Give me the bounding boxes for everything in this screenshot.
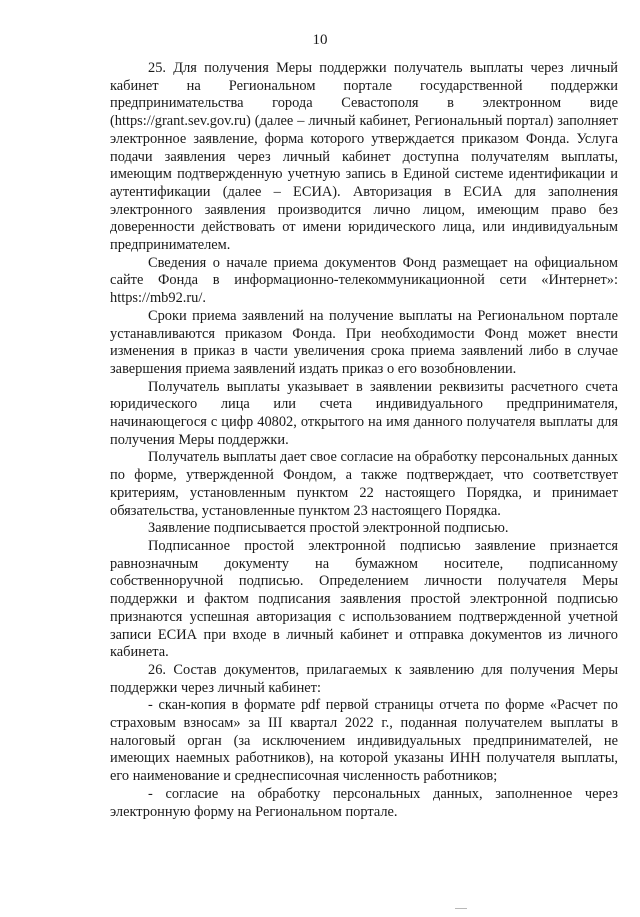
paragraph-25-intro: 25. Для получения Меры поддержки получатель выплаты через личный кабинет на Региональном портале государственной поддержки предпринимательства города Севастополя в электронном виде (https://grant.sev.gov.ru) (далее – личный кабинет, Региональный портал) заполняет электронное заявление, форма которого утверждается приказом Фонда. Услуга подачи заявления через личный кабинет доступна получателям выплаты, имеющим подтвержденную учетную запись в Единой системе идентификации и аутентификации (далее – ЕСИА). Авторизация в ЕСИА для заполнения электронного заявления производится лично лицом, имеющим право без доверенности действовать от имени юридического лица, или индивидуальным предпринимателем. [110, 60, 618, 254]
page-number: 10 [312, 32, 328, 48]
paragraph-reception-info: Сведения о начале приема документов Фонд размещает на официальном сайте Фонда в информационно-телекоммуникационной сети «Интернет»: https://mb92.ru/. [110, 254, 618, 307]
paragraph-consent: Получатель выплаты дает свое согласие на обработку персональных данных по форме, утвержденной Фондом, а также подтверждает, что соответствует критериям, установленным пунктом 22 настоящего Порядка, и принимает обязательства, установленные пунктом 23 настоящего Порядка. [110, 449, 618, 519]
paragraph-signature-equivalence: Подписанное простой электронной подписью заявление признается равнозначным документу на бумажном носителе, подписанному собственноручной подписью. Определением личности получателя Меры поддержки и фактом подписания заявления простой электронной подписью признаются успешная авторизация с использованием подтвержденной учетной записи ЕСИА при входе в личный кабинет и отправка документов из личного кабинета. [110, 537, 618, 661]
paragraph-bank-details: Получатель выплаты указывает в заявлении реквизиты расчетного счета юридического лица или счета индивидуального предпринимателя, начинающегося с цифр 40802, открытого на имя данного получателя выплаты для получения Меры поддержки. [110, 378, 618, 448]
list-item-data-consent: - согласие на обработку персональных данных, заполненное через электронную форму на Региональном портале. [110, 785, 618, 820]
list-item-insurance-report: - скан-копия в формате pdf первой страницы отчета по форме «Расчет по страховым взносам» за III квартал 2022 г., поданная получателем выплаты в налоговый орган (за исключением индивидуальных предпринимателей, не имеющих наемных работников), на которой указаны ИНН получателя выплаты, его наименование и среднесписочная численность работников; [110, 697, 618, 785]
paragraph-signature: Заявление подписывается простой электронной подписью. [148, 520, 509, 537]
paragraph-reception-terms: Сроки приема заявлений на получение выплаты на Региональном портале устанавливаются приказом Фонда. При необходимости Фонд может внести изменения в приказ в части увеличения срока приема заявлений либо в случае завершения приема заявлений издать приказ о его возобновлении. [110, 307, 618, 377]
paragraph-26-documents: 26. Состав документов, прилагаемых к заявлению для получения Меры поддержки через личный кабинет: [110, 661, 618, 696]
document-body [110, 60, 618, 821]
scan-artifact [455, 908, 467, 909]
